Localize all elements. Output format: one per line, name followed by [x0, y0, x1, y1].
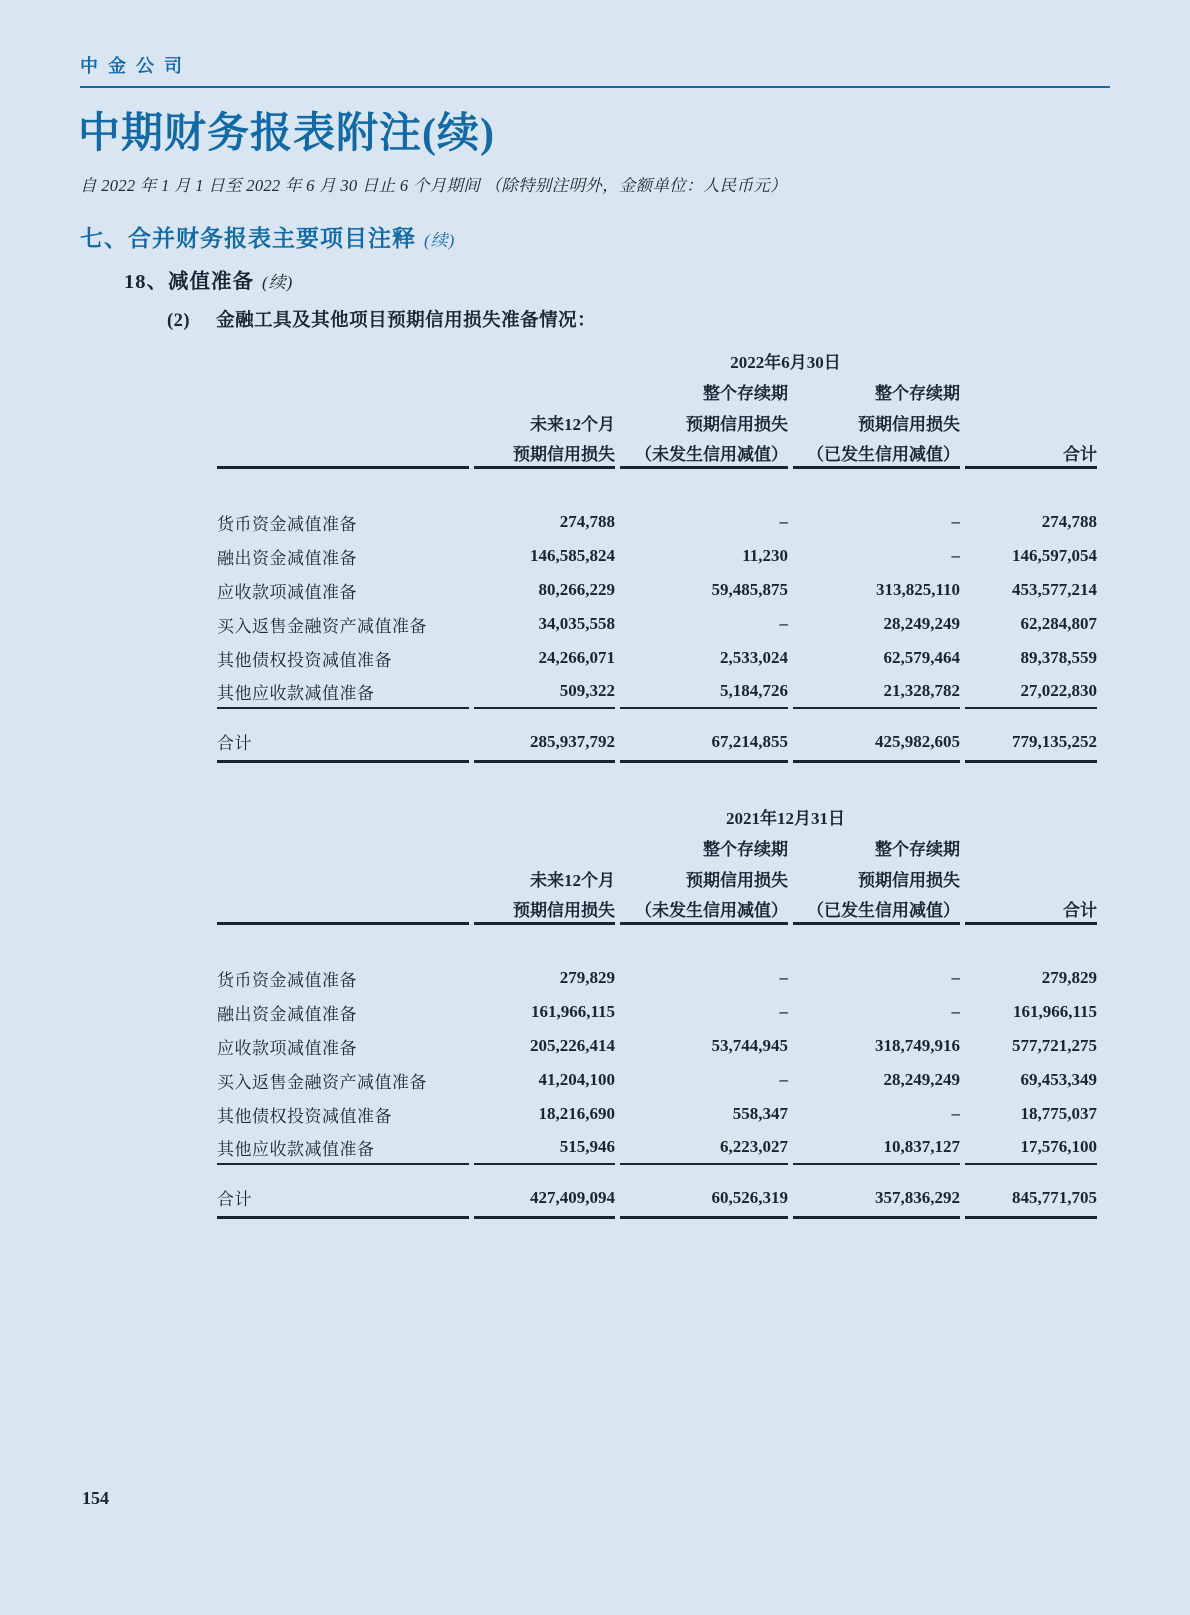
- cell-value: –: [951, 968, 960, 987]
- item-heading: [167, 306, 596, 332]
- cell-value: 59,485,875: [711, 580, 788, 599]
- cell-value: 2,533,024: [720, 648, 788, 667]
- cell-value: 62,284,807: [1020, 614, 1097, 633]
- subsection-title: 18、减值准备: [124, 271, 254, 293]
- item-title: 金融工具及其他项目预期信用损失准备情况：: [216, 311, 597, 331]
- cell-value: 60,526,319: [620, 1179, 788, 1219]
- cell-value: 779,135,252: [965, 723, 1097, 763]
- ecl-table-2021: [212, 800, 1102, 1219]
- cell-value: 18,775,037: [1020, 1104, 1097, 1123]
- cell-value: 53,744,945: [711, 1036, 788, 1055]
- column-header-not-impaired: （未发生信用减值）: [620, 894, 788, 925]
- cell-value: –: [779, 614, 788, 633]
- cell-value: 318,749,916: [875, 1036, 960, 1055]
- column-header-ecl: 预期信用损失: [858, 415, 960, 434]
- table-row: [217, 607, 1097, 641]
- cell-value: 69,453,349: [1020, 1070, 1097, 1089]
- table-row: [217, 1097, 1097, 1131]
- cell-value: 11,230: [742, 546, 788, 565]
- header-divider: [80, 86, 1110, 88]
- column-header-ecl: 预期信用损失: [858, 871, 960, 890]
- period-subtitle: 自 2022 年 1 月 1 日至 2022 年 6 月 30 日止 6 个月期间 （除特别注明外，金额单位：人民币元）: [80, 176, 787, 195]
- row-label: 应收款项减值准备: [217, 582, 357, 602]
- cell-value: 10,837,127: [793, 1131, 960, 1165]
- section-heading: [80, 220, 455, 253]
- cell-value: 67,214,855: [620, 723, 788, 763]
- column-header-ecl: 预期信用损失: [474, 438, 615, 469]
- table-body: [217, 961, 1097, 1165]
- cell-value: 6,223,027: [620, 1131, 788, 1165]
- table-row: [217, 995, 1097, 1029]
- cell-value: 24,266,071: [538, 648, 615, 667]
- cell-value: 21,328,782: [793, 675, 960, 709]
- subsection-heading: [124, 264, 293, 294]
- page-title: 中期财务报表附注(续): [78, 111, 495, 157]
- column-header-lifetime: 整个存续期: [875, 840, 960, 859]
- cell-value: 17,576,100: [965, 1131, 1097, 1165]
- table-row: [217, 573, 1097, 607]
- cell-value: –: [951, 512, 960, 531]
- row-label: 货币资金减值准备: [217, 970, 357, 990]
- cell-value: 274,788: [559, 512, 615, 531]
- column-header-ecl: 预期信用损失: [686, 871, 788, 890]
- company-name: 中金公司: [80, 56, 192, 76]
- table-row: [217, 539, 1097, 573]
- column-header-future12: 未来12个月: [530, 415, 615, 434]
- column-header-total: 合计: [965, 894, 1097, 925]
- cell-value: 146,585,824: [530, 546, 615, 565]
- ecl-table-2022-grid: [212, 344, 1102, 763]
- cell-value: 28,249,249: [883, 614, 960, 633]
- table-row: [217, 961, 1097, 995]
- cell-value: –: [951, 1002, 960, 1021]
- cell-value: 558,347: [732, 1104, 788, 1123]
- cell-value: 425,982,605: [793, 723, 960, 763]
- cell-value: 80,266,229: [538, 580, 615, 599]
- column-header-impaired: （已发生信用减值）: [793, 438, 960, 469]
- column-header-lifetime: 整个存续期: [875, 384, 960, 403]
- cell-value: 28,249,249: [883, 1070, 960, 1089]
- cell-value: 62,579,464: [883, 648, 960, 667]
- cell-value: 845,771,705: [965, 1179, 1097, 1219]
- total-row: [217, 1179, 1097, 1219]
- column-header-lifetime: 整个存续期: [703, 840, 788, 859]
- row-label: 应收款项减值准备: [217, 1038, 357, 1058]
- total-row: [217, 723, 1097, 763]
- cell-value: 453,577,214: [1012, 580, 1097, 599]
- table-body: [217, 505, 1097, 709]
- cell-value: 27,022,830: [965, 675, 1097, 709]
- cell-value: 313,825,110: [875, 580, 960, 599]
- cell-value: 427,409,094: [474, 1179, 615, 1219]
- cell-value: 89,378,559: [1020, 648, 1097, 667]
- row-label: 合计: [217, 1179, 469, 1219]
- table-row: [217, 641, 1097, 675]
- cell-value: –: [779, 968, 788, 987]
- cell-value: 161,966,115: [1012, 1002, 1097, 1021]
- cell-value: 279,829: [559, 968, 615, 987]
- cell-value: 146,597,054: [1012, 546, 1097, 565]
- subsection-continued-mark: (续): [262, 273, 294, 292]
- cell-value: 515,946: [474, 1131, 615, 1165]
- column-header-future12: 未来12个月: [530, 871, 615, 890]
- item-number: (2): [167, 311, 191, 331]
- row-label: 其他债权投资减值准备: [217, 650, 392, 670]
- cell-value: 161,966,115: [530, 1002, 615, 1021]
- column-header-impaired: （已发生信用减值）: [793, 894, 960, 925]
- section-title: 七、合并财务报表主要项目注释: [80, 226, 416, 251]
- table-row: [217, 1131, 1097, 1165]
- table-row: [217, 505, 1097, 539]
- column-header-total: 合计: [965, 438, 1097, 469]
- table-row: [217, 675, 1097, 709]
- table-row: [217, 1063, 1097, 1097]
- cell-value: –: [951, 1104, 960, 1123]
- cell-value: 205,226,414: [530, 1036, 615, 1055]
- cell-value: 357,836,292: [793, 1179, 960, 1219]
- column-header-ecl: 预期信用损失: [474, 894, 615, 925]
- cell-value: 34,035,558: [538, 614, 615, 633]
- table-date-header: 2022年6月30日: [730, 352, 841, 372]
- cell-value: 577,721,275: [1012, 1036, 1097, 1055]
- cell-value: –: [951, 546, 960, 565]
- row-label: 其他债权投资减值准备: [217, 1106, 392, 1126]
- cell-value: 18,216,690: [538, 1104, 615, 1123]
- table-date-header: 2021年12月31日: [726, 808, 845, 828]
- table-row: [217, 1029, 1097, 1063]
- row-label: 买入返售金融资产减值准备: [217, 616, 427, 636]
- section-continued-mark: (续): [424, 231, 456, 250]
- cell-value: 5,184,726: [620, 675, 788, 709]
- row-label: 买入返售金融资产减值准备: [217, 1072, 427, 1092]
- ecl-table-2022: [212, 344, 1102, 763]
- cell-value: –: [779, 1002, 788, 1021]
- cell-value: –: [779, 1070, 788, 1089]
- cell-value: 274,788: [1041, 512, 1097, 531]
- ecl-table-2021-grid: [212, 800, 1102, 1219]
- row-label: 融出资金减值准备: [217, 1004, 357, 1024]
- cell-value: 41,204,100: [538, 1070, 615, 1089]
- cell-value: –: [779, 512, 788, 531]
- column-header-lifetime: 整个存续期: [703, 384, 788, 403]
- row-label: 其他应收款减值准备: [217, 1131, 469, 1165]
- cell-value: 279,829: [1041, 968, 1097, 987]
- page-number: 154: [82, 1488, 109, 1508]
- row-label: 其他应收款减值准备: [217, 675, 469, 709]
- column-header-not-impaired: （未发生信用减值）: [620, 438, 788, 469]
- cell-value: 285,937,792: [474, 723, 615, 763]
- column-header-ecl: 预期信用损失: [686, 415, 788, 434]
- cell-value: 509,322: [474, 675, 615, 709]
- row-label: 合计: [217, 723, 469, 763]
- row-label: 货币资金减值准备: [217, 514, 357, 534]
- row-label: 融出资金减值准备: [217, 548, 357, 568]
